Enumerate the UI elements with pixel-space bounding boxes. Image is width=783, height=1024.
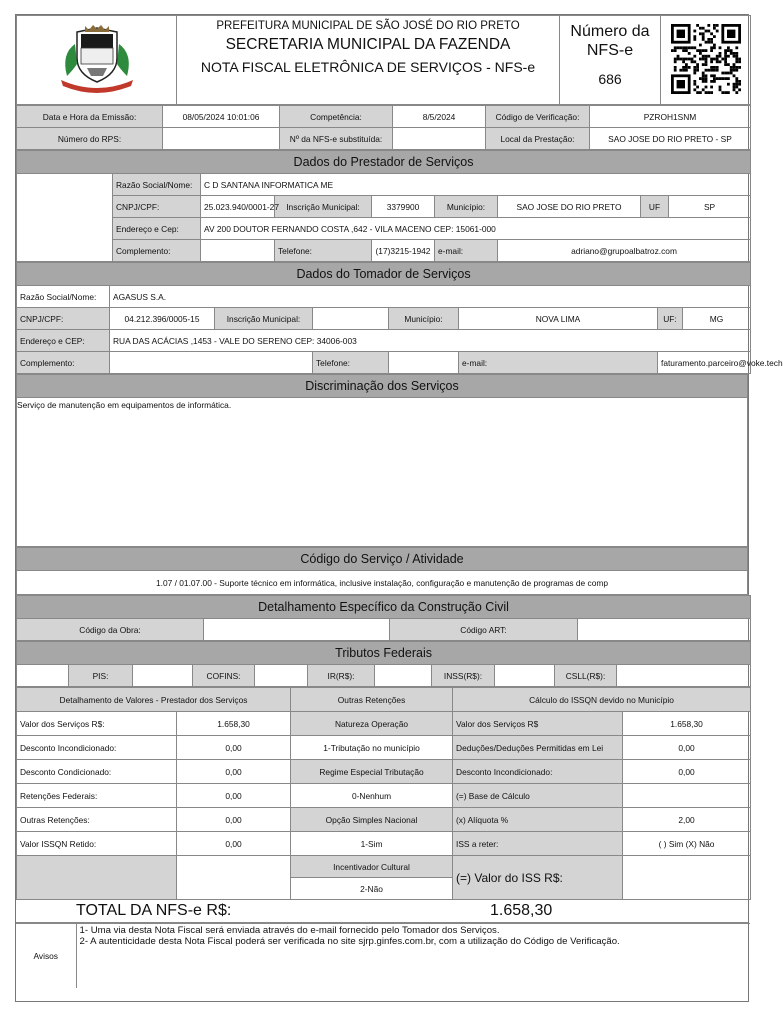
valores-blank-value: [177, 856, 291, 900]
rps-value: [163, 128, 280, 150]
prestador-table: [16, 150, 751, 262]
pis-value: [133, 665, 193, 687]
tomador-section-title: Dados do Tomador de Serviços: [17, 263, 751, 286]
prestador-razao-value: C D SANTANA INFORMATICA ME: [201, 174, 751, 196]
ir-value: [375, 665, 432, 687]
substituida-label: Nº da NFS-e substituída:: [280, 128, 393, 150]
valores-row-value: 1.658,30: [177, 712, 291, 736]
valores-row-value: 0,00: [177, 760, 291, 784]
prestador-telefone-value: (17)3215-1942: [372, 240, 435, 262]
numero-cell: [560, 16, 661, 105]
tributos-blank: [17, 665, 69, 687]
tomador-im-value: [313, 308, 389, 330]
prestador-telefone-label: Telefone:: [275, 240, 372, 262]
prestador-endereco-value: AV 200 DOUTOR FERNANDO COSTA ,642 - VILA MACENO CEP: 15061-000: [201, 218, 751, 240]
avisos-text: [76, 924, 750, 989]
header-titles: [177, 16, 560, 105]
valores-row-issqn-value: 0,00: [623, 760, 751, 784]
prestador-uf-value: SP: [669, 196, 751, 218]
discriminacao-text: Serviço de manutenção em equipamentos de informática.: [17, 398, 748, 547]
tomador-complemento-value: [110, 352, 313, 374]
header-line2: SECRETARIA MUNICIPAL DA FAZENDA: [225, 36, 511, 53]
incentivador-label: Incentivador Cultural: [291, 856, 453, 878]
prestador-razao-label: Razão Social/Nome:: [113, 174, 201, 196]
tomador-municipio-value: NOVA LIMA: [459, 308, 658, 330]
prestador-cnpj-label: CNPJ/CPF:: [113, 196, 201, 218]
valores-row-issqn-label: (x) Alíquota %: [453, 808, 623, 832]
tomador-email-label: e-mail:: [459, 352, 658, 374]
tributos-section-title: Tributos Federais: [17, 642, 751, 665]
construcao-table: [16, 595, 751, 641]
avisos-table: [16, 923, 750, 988]
valores-row-issqn-label: Valor dos Serviços R$: [453, 712, 623, 736]
tomador-razao-label: Razão Social/Nome:: [17, 286, 110, 308]
total-row: [16, 900, 748, 923]
header-line3: NOTA FISCAL ELETRÔNICA DE SERVIÇOS - NFS-e: [200, 59, 536, 75]
valores-row-value: 0,00: [177, 832, 291, 856]
csll-label: CSLL(R$):: [555, 665, 617, 687]
tomador-endereco-label: Endereço e CEP:: [17, 330, 110, 352]
tributos-table: [16, 641, 751, 687]
art-label: Código ART:: [390, 619, 578, 641]
competencia-value: 8/5/2024: [393, 106, 486, 128]
valores-header-retencoes: Outras Retenções: [291, 688, 453, 712]
tomador-cnpj-label: CNPJ/CPF:: [17, 308, 110, 330]
total-label: TOTAL DA NFS-e R$:: [76, 902, 232, 919]
header-table: [16, 15, 751, 105]
prestador-municipio-value: SAO JOSE DO RIO PRETO: [498, 196, 641, 218]
tomador-endereco-value: RUA DAS ACÁCIAS ,1453 - VALE DO SERENO CEP: 34006-003: [110, 330, 751, 352]
avisos-label: Avisos: [16, 924, 76, 989]
valores-row-middle: 0-Nenhum: [291, 784, 453, 808]
verificacao-label: Código de Verificação:: [486, 106, 590, 128]
tomador-cnpj-value: 04.212.396/0005-15: [110, 308, 215, 330]
valores-row-middle: 1-Sim: [291, 832, 453, 856]
valores-row-issqn-value: 0,00: [623, 736, 751, 760]
inss-value: [495, 665, 555, 687]
ir-label: IR(R$):: [308, 665, 375, 687]
valores-row-middle: Opção Simples Nacional: [291, 808, 453, 832]
pis-label: PIS:: [69, 665, 133, 687]
tomador-uf-value: MG: [683, 308, 751, 330]
valores-header-prestador: Detalhamento de Valores - Prestador dos Serviços: [17, 688, 291, 712]
valores-row-label: Desconto Incondicionado:: [17, 736, 177, 760]
prestador-complemento-value: [201, 240, 275, 262]
codigo-servico-table: [16, 547, 748, 595]
valores-blank-left: [17, 856, 177, 900]
prestador-email-value: adriano@grupoalbatroz.com: [498, 240, 751, 262]
construcao-section-title: Detalhamento Específico da Construção Civil: [17, 596, 751, 619]
prestador-im-label: Inscrição Municipal:: [275, 196, 372, 218]
valores-row-issqn-label: Deduções/Deduções Permitidas em Lei: [453, 736, 623, 760]
valor-iss-value: [623, 856, 751, 900]
prestador-im-value: 3379900: [372, 196, 435, 218]
valores-table: [16, 687, 751, 900]
valores-row-middle: 1-Tributação no município: [291, 736, 453, 760]
csll-value: [617, 665, 751, 687]
prestador-logo-cell: [17, 174, 113, 262]
tomador-complemento-label: Complemento:: [17, 352, 110, 374]
crest-cell: [17, 16, 177, 105]
municipal-crest-icon: [47, 24, 147, 94]
substituida-value: [393, 128, 486, 150]
nfse-document: [15, 14, 783, 1002]
valores-row-value: 0,00: [177, 808, 291, 832]
tomador-telefone-value: [389, 352, 459, 374]
valores-row-issqn-value: 1.658,30: [623, 712, 751, 736]
emissao-value: 08/05/2024 10:01:06: [163, 106, 280, 128]
obra-label: Código da Obra:: [17, 619, 204, 641]
prestador-complemento-label: Complemento:: [113, 240, 201, 262]
valores-row-label: Retenções Federais:: [17, 784, 177, 808]
qr-cell: [661, 16, 751, 105]
cofins-value: [255, 665, 308, 687]
info-table: [16, 105, 751, 150]
codigo-servico-text: 1.07 / 01.07.00 - Suporte técnico em informática, inclusive instalação, configuração e manutenção de programas de comp: [17, 571, 748, 595]
prestador-email-label: e-mail:: [435, 240, 498, 262]
total-value: 1.658,30: [490, 902, 553, 919]
discriminacao-table: [16, 374, 748, 547]
valores-row-label: Outras Retenções:: [17, 808, 177, 832]
tomador-im-label: Inscrição Municipal:: [215, 308, 313, 330]
valores-row-issqn-value: 2,00: [623, 808, 751, 832]
inss-label: INSS(R$):: [432, 665, 495, 687]
numero-label: Número da NFS-e: [570, 23, 650, 59]
art-value: [578, 619, 751, 641]
valores-row-middle: Regime Especial Tributação: [291, 760, 453, 784]
tomador-razao-value: AGASUS S.A.: [110, 286, 751, 308]
prestador-uf-label: UF: [641, 196, 669, 218]
valores-row-label: Desconto Condicionado:: [17, 760, 177, 784]
valores-row-issqn-value: ( ) Sim (X) Não: [623, 832, 751, 856]
header-line1: PREFEITURA MUNICIPAL DE SÃO JOSÉ DO RIO PRETO: [216, 20, 520, 32]
aviso-1: 1- Uma via desta Nota Fiscal será enviada através do e-mail fornecido pelo Tomador dos Serviços.: [79, 925, 500, 936]
discriminacao-section-title: Discriminação dos Serviços: [17, 375, 748, 398]
valor-iss-label: (=) Valor do ISS R$:: [453, 856, 623, 900]
numero-value: 686: [598, 71, 622, 87]
valores-row-label: Valor dos Serviços R$:: [17, 712, 177, 736]
valores-row-issqn-label: ISS a reter:: [453, 832, 623, 856]
tomador-telefone-label: Telefone:: [313, 352, 389, 374]
cofins-label: COFINS:: [193, 665, 255, 687]
valores-row-label: Valor ISSQN Retido:: [17, 832, 177, 856]
valores-row-middle: Natureza Operação: [291, 712, 453, 736]
valores-row-issqn-label: (=) Base de Cálculo: [453, 784, 623, 808]
valores-row-value: 0,00: [177, 736, 291, 760]
prestador-section-title: Dados do Prestador de Serviços: [17, 151, 751, 174]
valores-header-issqn: Cálculo do ISSQN devido no Município: [453, 688, 751, 712]
emissao-label: Data e Hora da Emissão:: [17, 106, 163, 128]
prestador-cnpj-value: 25.023.940/0001-27: [201, 196, 275, 218]
tomador-email-value: faturamento.parceiro@voke.tech: [658, 352, 751, 374]
prestador-endereco-label: Endereço e Cep:: [113, 218, 201, 240]
aviso-2: 2- A autenticidade desta Nota Fiscal poderá ser verificada no site sjrp.ginfes.com.br, com a utilização do Código de Verificação.: [79, 936, 620, 947]
local-label: Local da Prestação:: [486, 128, 590, 150]
valores-row-issqn-value: [623, 784, 751, 808]
local-value: SAO JOSE DO RIO PRETO - SP: [590, 128, 751, 150]
obra-value: [204, 619, 390, 641]
codigo-servico-section-title: Código do Serviço / Atividade: [17, 548, 748, 571]
competencia-label: Competência:: [280, 106, 393, 128]
tomador-municipio-label: Município:: [389, 308, 459, 330]
incentivador-value: 2-Não: [291, 878, 453, 900]
rps-label: Número do RPS:: [17, 128, 163, 150]
tomador-table: [16, 262, 783, 374]
prestador-municipio-label: Município:: [435, 196, 498, 218]
verificacao-value: PZROH1SNM: [590, 106, 751, 128]
valores-row-value: 0,00: [177, 784, 291, 808]
qr-code-icon: [671, 24, 741, 94]
tomador-uf-label: UF:: [658, 308, 683, 330]
valores-row-issqn-label: Desconto Incondicionado:: [453, 760, 623, 784]
